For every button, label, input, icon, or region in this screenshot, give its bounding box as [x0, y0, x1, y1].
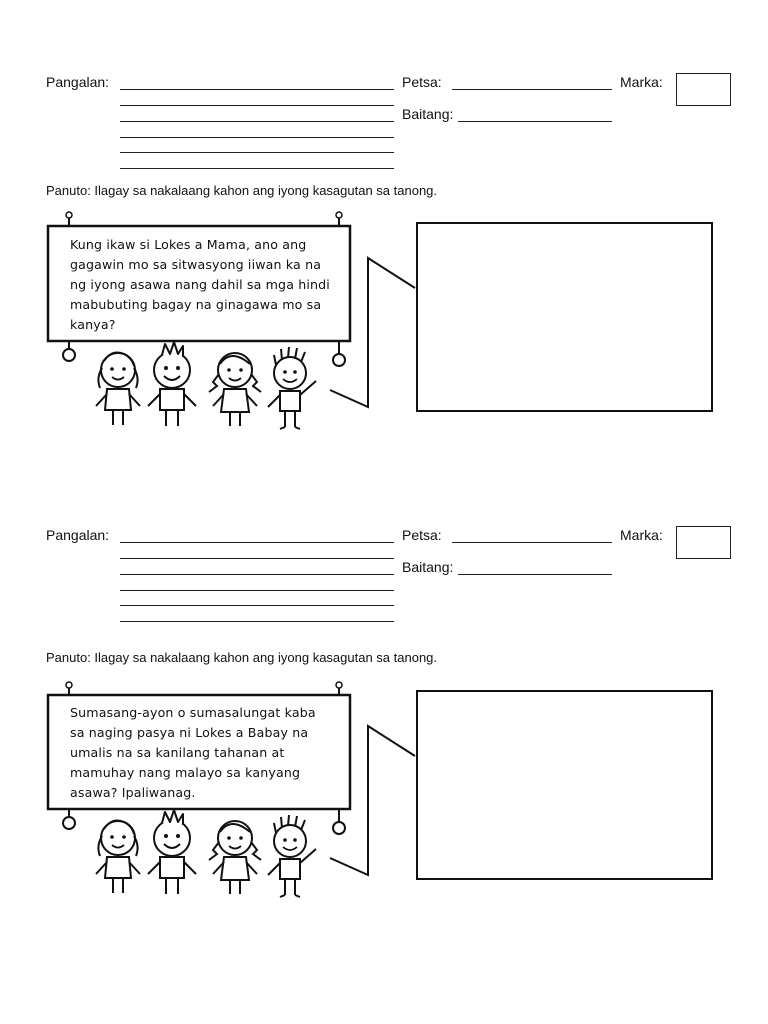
question-line: umalis na sa kanilang tahanan at [70, 745, 285, 760]
name-line-5[interactable] [120, 605, 394, 606]
score-box[interactable] [676, 73, 731, 106]
name-line-3[interactable] [120, 574, 394, 575]
name-line-3[interactable] [120, 121, 394, 122]
worksheet-section-1 [0, 0, 768, 470]
worksheet-section-2 [0, 453, 768, 923]
name-label: Pangalan: [46, 527, 110, 543]
name-line-2[interactable] [120, 105, 394, 106]
date-label: Petsa: [402, 74, 442, 90]
date-line[interactable] [452, 89, 612, 90]
question-line: mamuhay nang malayo sa kanyang [70, 765, 301, 780]
question-line: gagawin mo sa sitwasyong iiwan ka na [70, 257, 322, 272]
score-label: Marka: [620, 527, 663, 543]
question-text [70, 703, 316, 803]
question-line: Sumasang-ayon o sumasalungat kaba [70, 705, 316, 720]
instruction-text: Panuto: Ilagay sa nakalaang kahon ang iyong kasagutan sa tanong. [46, 650, 438, 665]
score-box[interactable] [676, 526, 731, 559]
speech-bubble-pointer [325, 255, 420, 415]
instruction-text: Panuto: Ilagay sa nakalaang kahon ang iyong kasagutan sa tanong. [46, 183, 438, 198]
name-line-5[interactable] [120, 152, 394, 153]
grade-label: Baitang: [402, 106, 454, 122]
kids-illustration [96, 342, 316, 429]
name-line-6[interactable] [120, 621, 394, 622]
question-text [70, 235, 330, 335]
name-line-1[interactable] [120, 89, 394, 90]
question-line: ng iyong asawa nang dahil sa mga hindi [70, 277, 330, 292]
name-label: Pangalan: [46, 74, 110, 90]
name-line-4[interactable] [120, 137, 394, 138]
question-line: mabubuting bagay na ginagawa mo sa [70, 297, 322, 312]
question-line: Kung ikaw si Lokes a Mama, ano ang [70, 237, 307, 252]
kids-illustration [96, 810, 316, 897]
grade-label: Baitang: [402, 559, 454, 575]
speech-bubble-pointer [325, 723, 420, 883]
question-line: asawa? Ipaliwanag. [70, 785, 196, 800]
grade-line[interactable] [458, 574, 612, 575]
name-line-4[interactable] [120, 590, 394, 591]
answer-box[interactable] [416, 222, 713, 412]
question-line: kanya? [70, 317, 116, 332]
name-line-2[interactable] [120, 558, 394, 559]
grade-line[interactable] [458, 121, 612, 122]
question-line: sa naging pasya ni Lokes a Babay na [70, 725, 309, 740]
answer-box[interactable] [416, 690, 713, 880]
date-line[interactable] [452, 542, 612, 543]
score-label: Marka: [620, 74, 663, 90]
date-label: Petsa: [402, 527, 442, 543]
name-line-6[interactable] [120, 168, 394, 169]
name-line-1[interactable] [120, 542, 394, 543]
